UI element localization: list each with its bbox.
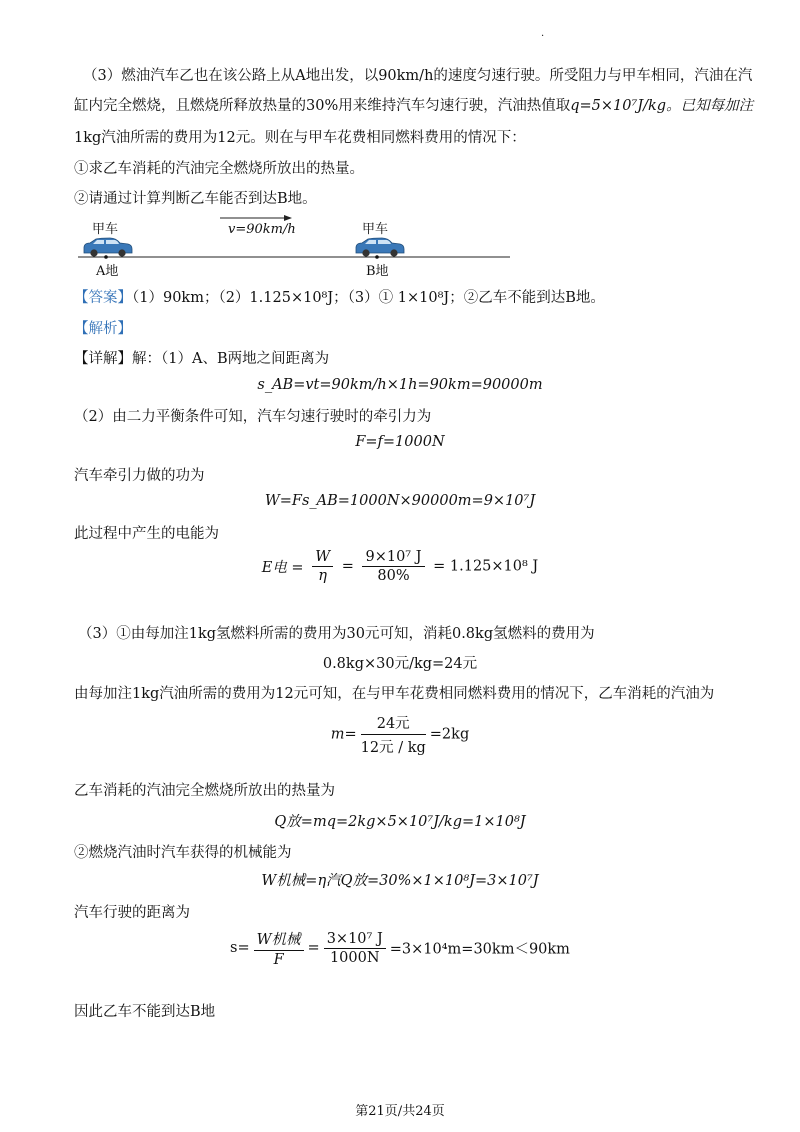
detail-line-7: 乙车消耗的汽油完全燃烧所放出的热量为	[74, 783, 335, 799]
detail-line-6: 由每加注1kg汽油所需的费用为12元可知，在与甲车花费相同燃料费用的情况下，乙车消耗的汽油为	[74, 686, 715, 702]
eq9-lhs: s=	[230, 940, 250, 956]
equation-6	[0, 712, 800, 757]
point-b-marker	[375, 255, 379, 259]
analysis-tag: 【解析】	[74, 321, 132, 337]
eq4-lhs: E电 =	[261, 560, 304, 576]
detail-line-5: （3）①由每加注1kg氢燃料所需的费用为30元可知，消耗0.8kg氢燃料的费用为	[78, 626, 595, 642]
car-label-left: 甲车	[92, 222, 119, 237]
speed-label: v=90km/h	[228, 222, 296, 237]
equation-8: W机械=η汽Q放=30%×1×10⁸J=3×10⁷J	[261, 873, 539, 889]
motion-diagram	[72, 212, 512, 282]
eq9-fraction-1	[254, 928, 304, 968]
eq6-lhs: m=	[330, 726, 357, 743]
equation-4	[0, 549, 800, 584]
question-2: ②请通过计算判断乙车能否到达B地。	[74, 191, 317, 207]
eq4-fraction-2	[362, 549, 424, 584]
equation-3: W=Fs_AB=1000N×90000m=9×10⁷J	[264, 493, 536, 509]
eq9-frac1-num: W机械	[254, 928, 304, 951]
detail-line-4: 此过程中产生的电能为	[74, 526, 219, 542]
question-1: ①求乙车消耗的汽油完全燃烧所放出的热量。	[74, 161, 364, 177]
problem-line-2-q: q=5×10⁷J/kg。已知每加注	[570, 98, 754, 114]
detail-line-2: （2）由二力平衡条件可知，汽车匀速行驶时的牵引力为	[74, 409, 432, 425]
eq9-frac1-den: F	[273, 952, 284, 968]
eq6-num: 24元	[361, 712, 426, 735]
eq6-den: 12元 / kg	[360, 740, 426, 756]
eq6-fraction	[361, 712, 426, 757]
eq6-rhs: =2kg	[429, 726, 470, 743]
detail-line-1	[74, 347, 329, 368]
page-dot: .	[541, 28, 545, 39]
eq4-frac2-num: 9×10⁷ J	[362, 549, 424, 567]
car-label-right: 甲车	[362, 222, 389, 237]
detail-line-9: 汽车行驶的距离为	[74, 905, 190, 921]
arrow-head	[284, 215, 292, 221]
eq4-frac2-den: 80%	[377, 568, 410, 584]
answer-tag: 【答案】	[74, 290, 132, 306]
detail-line-8: ②燃烧汽油时汽车获得的机械能为	[74, 845, 292, 861]
equation-7: Q放=mq=2kg×5×10⁷J/kg=1×10⁸J	[274, 814, 526, 830]
car-right-icon	[356, 238, 404, 257]
car-left-icon	[84, 238, 132, 257]
answer-text: （1）90km；（2）1.125×10⁸J；（3）① 1×10⁸J；②乙车不能到达B地。	[132, 290, 605, 306]
equation-1: s_AB=vt=90km/h×1h=90km=90000m	[257, 377, 543, 393]
eq4-frac1-num: W	[312, 549, 333, 567]
problem-line-1: （3）燃油汽车乙也在该公路上从A地出发，以90km/h的速度匀速行驶。所受阻力与甲车相同，汽油在汽	[83, 68, 753, 84]
eq9-frac2-num: 3×10⁷ J	[324, 931, 386, 949]
problem-line-2	[74, 94, 753, 115]
eq4-equals: =	[341, 558, 354, 575]
eq4-frac1-den: η	[318, 568, 327, 584]
point-a-marker	[104, 255, 108, 259]
eq4-rhs: = 1.125×10⁸ J	[433, 558, 539, 575]
equation-5: 0.8kg×30元/kg=24元	[322, 656, 478, 672]
point-b-label: B地	[366, 264, 389, 279]
eq9-rhs: =3×10⁴m=30km＜90km	[389, 941, 570, 958]
problem-line-3: 1kg汽油所需的费用为12元。则在与甲车花费相同燃料费用的情况下：	[74, 130, 526, 146]
equation-2: F=f=1000N	[355, 434, 445, 450]
equation-9	[0, 928, 800, 968]
detail-line-10: 因此乙车不能到达B地	[74, 1004, 216, 1020]
eq9-fraction-2	[324, 931, 386, 966]
answer-line	[74, 286, 605, 307]
page-footer: 第21页/共24页	[355, 1104, 445, 1119]
eq9-equals: =	[307, 940, 320, 956]
detail-line-1-text: 解：（1）A、B两地之间距离为	[132, 351, 330, 367]
point-a-label: A地	[96, 264, 119, 279]
eq9-frac2-den: 1000N	[329, 949, 380, 966]
detail-line-3: 汽车牵引力做的功为	[74, 468, 205, 484]
eq4-fraction-1	[312, 549, 333, 584]
detail-tag: 【详解】	[74, 351, 132, 367]
problem-line-2-text: 缸内完全燃烧，且燃烧所释放热量的30%用来维持汽车匀速行驶，汽油热值取	[74, 98, 571, 114]
